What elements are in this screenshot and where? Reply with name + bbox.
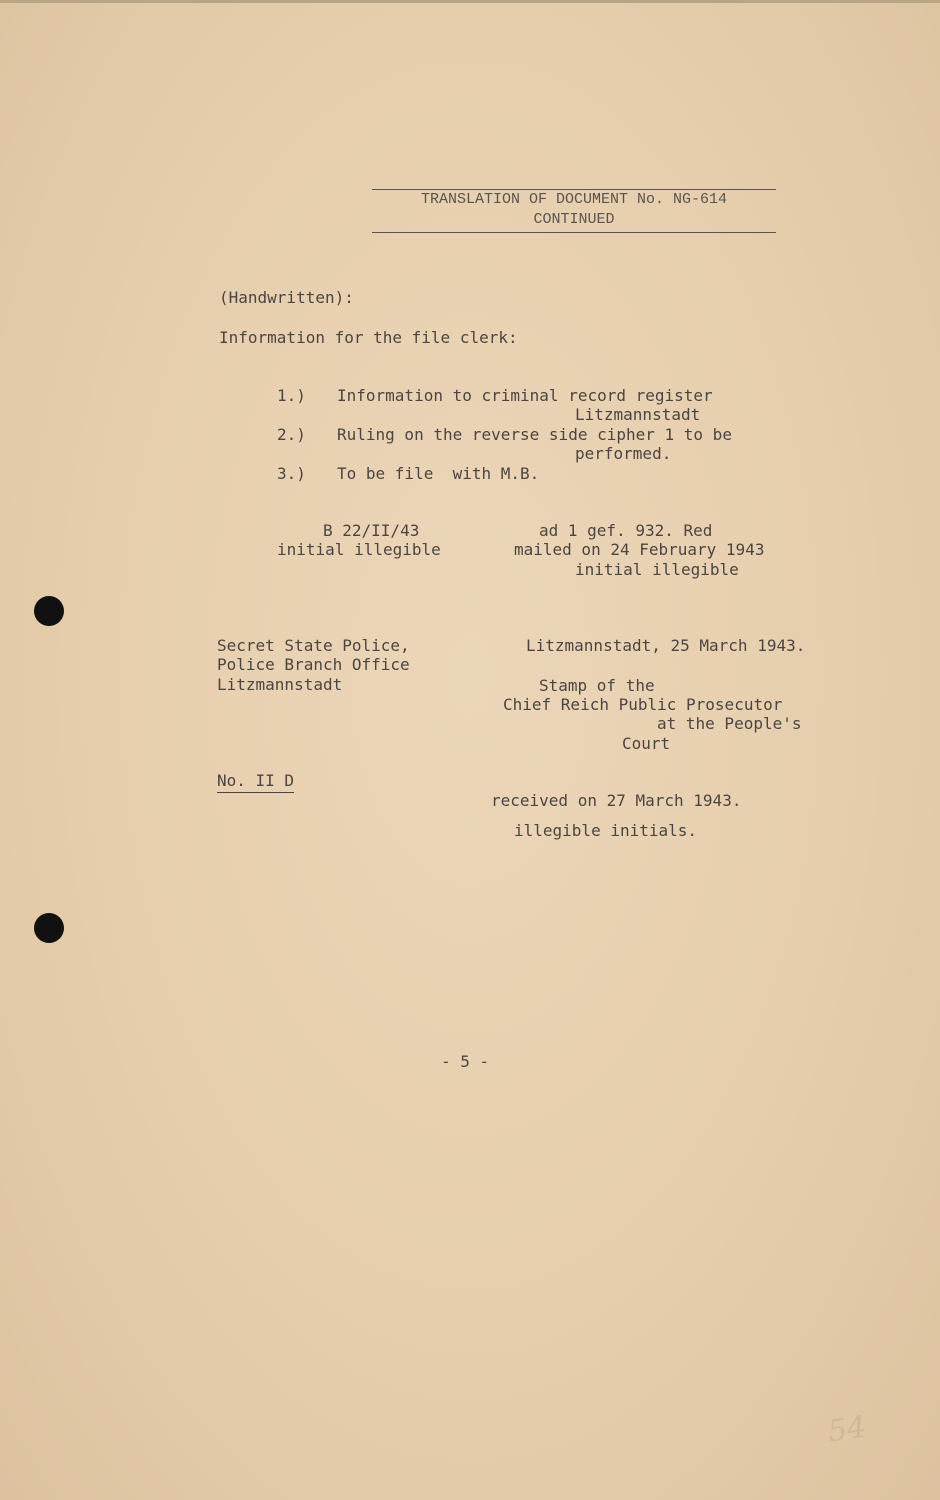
stamp-line1: Stamp of the (539, 676, 655, 695)
right-note-line2: mailed on 24 February 1943 (514, 540, 765, 559)
page-top-edge (0, 0, 940, 3)
list-item-2-text-cont: performed. (575, 444, 672, 463)
file-number (217, 771, 294, 790)
received-date: received on 27 March 1943. (491, 791, 742, 810)
list-item-1-number: 1.) (277, 386, 306, 405)
left-note-initial: initial illegible (277, 540, 441, 559)
page-number: - 5 - (441, 1052, 490, 1071)
right-note-line1: ad 1 gef. 932. Red (539, 521, 713, 540)
list-item-1-text: Information to criminal record register (337, 386, 713, 405)
handwritten-page-mark: 54 (825, 1409, 869, 1450)
header-title: TRANSLATION OF DOCUMENT No. NG-614 (420, 191, 728, 208)
info-heading: Information for the file clerk: (219, 328, 518, 347)
handwritten-label: (Handwritten): (219, 288, 354, 307)
list-item-3-number: 3.) (277, 464, 306, 483)
punch-hole-bottom (34, 913, 64, 943)
sender-line2: Police Branch Office (217, 655, 410, 674)
list-item-3-text: To be file with M.B. (337, 464, 540, 483)
sender-line1: Secret State Police, (217, 636, 410, 655)
stamp-line2: Chief Reich Public Prosecutor (503, 695, 783, 714)
received-initials: illegible initials. (514, 821, 698, 840)
sender-line3: Litzmannstadt (217, 675, 343, 694)
place-date: Litzmannstadt, 25 March 1943. (526, 636, 806, 655)
right-note-line3: initial illegible (575, 560, 739, 579)
header-subtitle: CONTINUED (533, 211, 615, 228)
punch-hole-top (34, 596, 64, 626)
stamp-line4: Court (622, 734, 671, 753)
file-number-text: No. II D (217, 771, 294, 793)
document-header (372, 189, 776, 233)
left-note-reference: B 22/II/43 (323, 521, 420, 540)
list-item-2-number: 2.) (277, 425, 306, 444)
stamp-line3: at the People's (657, 714, 802, 733)
list-item-2-text: Ruling on the reverse side cipher 1 to be (337, 425, 732, 444)
list-item-1-text-cont: Litzmannstadt (575, 405, 701, 424)
